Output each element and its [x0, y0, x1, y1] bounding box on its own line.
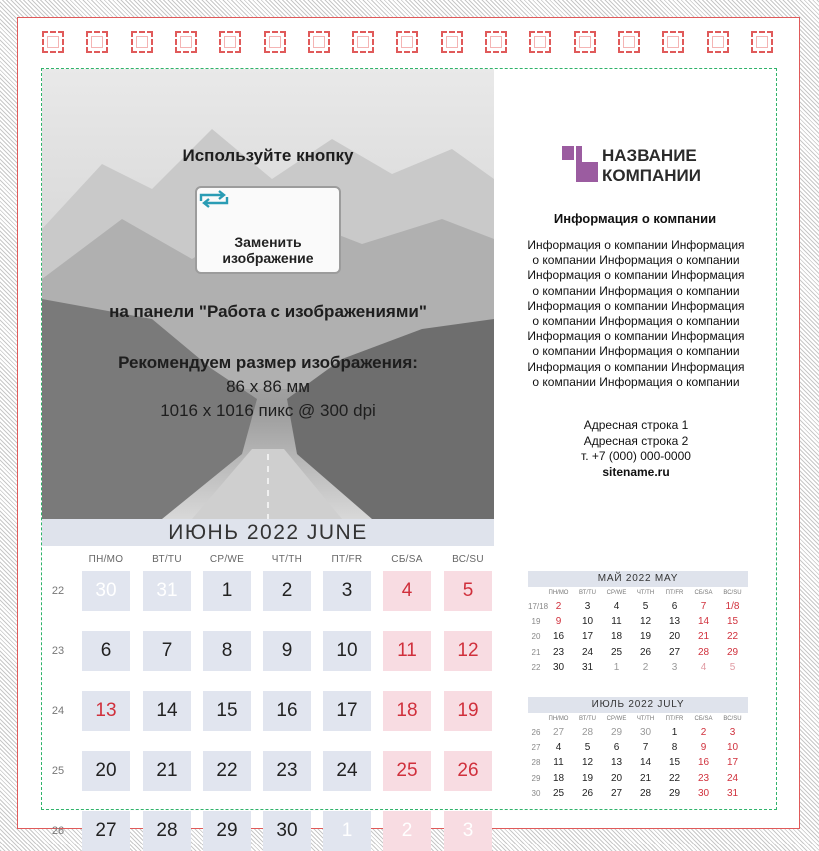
- day-header: ЧТ/TH: [271, 554, 303, 565]
- replace-arrows-icon: [197, 188, 231, 210]
- mini-day-header: ЧТ/TH: [636, 716, 655, 722]
- mini-day: 27: [668, 646, 681, 658]
- mini-day: 30: [552, 661, 565, 673]
- day-cell: 21: [143, 751, 191, 791]
- mini-day: 29: [726, 646, 739, 658]
- day-cell: 7: [143, 631, 191, 671]
- replace-image-button[interactable]: [195, 186, 341, 274]
- week-number: 22: [51, 585, 65, 597]
- mini-day-header: ВС/SU: [723, 716, 742, 722]
- day-header: СР/WE: [209, 554, 245, 565]
- company-info-line: Информация о компании Информация: [527, 238, 745, 252]
- day-cell: 1: [203, 571, 251, 611]
- mini-week-number: 27: [531, 743, 541, 753]
- mini-week-number: 19: [531, 617, 541, 627]
- mini-day: 28: [697, 646, 710, 658]
- mini-week-number: 29: [531, 773, 541, 783]
- week-number: 26: [51, 825, 65, 837]
- day-cell: 24: [323, 751, 371, 791]
- mini-day-header: ПН/MO: [548, 590, 569, 596]
- day-cell: 25: [383, 751, 431, 791]
- mini-day: 15: [668, 757, 681, 769]
- day-cell: 2: [263, 571, 311, 611]
- mini-day: 13: [610, 757, 623, 769]
- day-cell: 19: [444, 691, 492, 731]
- company-info-text: [505, 238, 767, 390]
- binding-hole: [264, 31, 286, 53]
- mini-day: 17: [726, 757, 739, 769]
- company-info-line: Информация о компании Информация: [527, 268, 745, 283]
- company-info-line: о компании Информация о компании: [532, 344, 740, 359]
- mini-day: 3: [584, 601, 591, 612]
- mini-day: 20: [668, 631, 681, 643]
- day-cell: 27: [82, 811, 130, 851]
- main-month-header: [42, 519, 494, 546]
- day-cell: 6: [82, 631, 130, 671]
- mini-week-number: 22: [531, 662, 541, 672]
- mini-day: 4: [700, 661, 707, 673]
- placeholder-line-2: на панели "Работа с изображениями": [109, 302, 427, 321]
- address-line-1: Адресная строка 1: [583, 418, 689, 432]
- mini-day: 3: [671, 661, 678, 673]
- week-number: 23: [51, 645, 65, 657]
- mini-day: 6: [613, 742, 620, 754]
- mini-month-title: ИЮЛЬ 2022 JULY: [528, 697, 748, 713]
- mini-week-number: 26: [531, 728, 541, 737]
- binding-hole: [86, 31, 108, 53]
- mini-week-number: 17/18: [528, 602, 549, 611]
- mini-day-header: СБ/SA: [694, 716, 713, 722]
- mini-day: 30: [697, 787, 710, 799]
- placeholder-line-1: Используйте кнопку: [182, 146, 354, 165]
- mini-day: 31: [581, 661, 594, 673]
- day-cell: 22: [203, 751, 251, 791]
- button-label-line-2: изображение: [222, 250, 314, 266]
- mini-day: 17: [581, 631, 594, 643]
- binding-hole: [42, 31, 64, 53]
- company-info-line: Информация о компании Информация: [527, 359, 745, 374]
- mini-day: 11: [553, 757, 564, 769]
- mini-day: 20: [610, 772, 623, 784]
- day-cell: 13: [82, 691, 130, 731]
- mini-day-header: СР/WE: [606, 590, 627, 596]
- mini-day: 1: [671, 727, 678, 738]
- company-name-line-2: КОМПАНИИ: [602, 166, 701, 185]
- mini-day: 15: [726, 616, 739, 628]
- binding-hole: [662, 31, 684, 53]
- mini-week-number: 28: [531, 758, 541, 768]
- binding-hole: [574, 31, 596, 53]
- phone: т. +7 (000) 000-0000: [581, 449, 691, 463]
- mini-week-number: 20: [531, 632, 541, 642]
- mini-day: 21: [697, 631, 710, 643]
- company-logo-icon: [562, 146, 598, 182]
- mini-day: 26: [639, 646, 652, 658]
- mini-day: 4: [613, 601, 620, 612]
- mini-day: 13: [668, 616, 681, 628]
- binding-hole: [396, 31, 418, 53]
- mini-day: 4: [555, 742, 562, 754]
- mini-day: 6: [671, 601, 678, 612]
- mini-day: 12: [639, 616, 652, 628]
- mini-day: 5: [642, 601, 649, 612]
- binding-hole: [707, 31, 729, 53]
- day-header: ВТ/TU: [152, 554, 182, 565]
- mini-day: 24: [726, 772, 739, 784]
- mini-day: 1/8: [725, 601, 740, 612]
- mini-day: 8: [671, 742, 678, 754]
- mini-day: 2: [700, 727, 707, 738]
- mini-day: 16: [697, 757, 710, 769]
- week-number: 24: [51, 705, 65, 717]
- mini-day: 28: [639, 787, 652, 799]
- binding-hole: [352, 31, 374, 53]
- day-cell: 1: [323, 811, 371, 851]
- mountain-road-image: [42, 69, 494, 519]
- mini-day: 25: [610, 646, 623, 658]
- placeholder-line-5: 1016 x 1016 пикс @ 300 dpi: [160, 401, 376, 420]
- mini-day: 23: [552, 646, 565, 658]
- mini-day-header: ВТ/TU: [579, 716, 596, 722]
- mini-day: 26: [581, 787, 594, 799]
- day-cell: 20: [82, 751, 130, 791]
- button-label-line-1: Заменить: [234, 234, 302, 250]
- company-info-line: о компании Информация о компании: [532, 283, 740, 298]
- placeholder-line-4: 86 x 86 мм: [226, 377, 310, 396]
- mini-day: 16: [552, 631, 565, 643]
- day-cell: 17: [323, 691, 371, 731]
- binding-hole: [618, 31, 640, 53]
- mini-day: 19: [639, 631, 652, 643]
- placeholder-line-3: Рекомендуем размер изображения:: [118, 353, 418, 372]
- mini-day: 24: [581, 646, 594, 658]
- mini-day: 29: [668, 787, 681, 799]
- day-cell: 3: [444, 811, 492, 851]
- day-cell: 26: [444, 751, 492, 791]
- mini-day: 25: [552, 787, 565, 799]
- mini-day: 12: [581, 757, 594, 769]
- day-cell: 28: [143, 811, 191, 851]
- image-placeholder[interactable]: [42, 69, 494, 519]
- company-info-title: Информация о компании: [553, 211, 717, 226]
- day-cell: 9: [263, 631, 311, 671]
- mini-day: 27: [610, 787, 623, 799]
- company-name-line-1: НАЗВАНИЕ: [602, 146, 697, 165]
- company-info-line: Информация о компании Информация: [527, 298, 745, 313]
- mini-day: 7: [642, 742, 649, 754]
- mini-day-header: ВС/SU: [723, 590, 742, 596]
- mini-day: 30: [639, 727, 652, 738]
- mini-month-title: МАЙ 2022 MAY: [528, 571, 748, 587]
- mini-day: 14: [639, 757, 652, 769]
- binding-hole: [131, 31, 153, 53]
- day-cell: 30: [82, 571, 130, 611]
- mini-day: 28: [581, 727, 594, 738]
- day-cell: 2: [383, 811, 431, 851]
- mini-day: 18: [610, 631, 623, 643]
- mini-day: 11: [611, 616, 622, 628]
- mini-day: 2: [555, 601, 562, 612]
- binding-hole: [751, 31, 773, 53]
- day-cell: 3: [323, 571, 371, 611]
- day-cell: 8: [203, 631, 251, 671]
- mini-day: 29: [610, 727, 623, 738]
- mini-day-header: ВТ/TU: [579, 590, 596, 596]
- mini-day: 31: [726, 787, 739, 799]
- day-header: ПН/MO: [88, 554, 124, 565]
- day-cell: 16: [263, 691, 311, 731]
- day-cell: 14: [143, 691, 191, 731]
- replace-image-label: [197, 234, 339, 266]
- day-cell: 23: [263, 751, 311, 791]
- mini-day: 3: [729, 727, 736, 738]
- mini-day-header: ПН/MO: [548, 716, 569, 722]
- binding-hole: [175, 31, 197, 53]
- day-cell: 5: [444, 571, 492, 611]
- mini-week-number: 21: [531, 647, 541, 657]
- website: sitename.ru: [602, 464, 670, 479]
- mini-day: 21: [639, 772, 652, 784]
- address-line-2: Адресная строка 2: [583, 433, 689, 448]
- mini-day: 22: [726, 631, 739, 643]
- mini-day: 5: [584, 742, 591, 754]
- day-cell: 18: [383, 691, 431, 731]
- mini-day-header: ПТ/FR: [665, 716, 684, 722]
- day-cell: 11: [383, 631, 431, 671]
- company-info-line: о компании Информация о компании: [532, 253, 740, 268]
- company-info-line: Информация о компании Информация: [527, 329, 745, 344]
- binding-hole: [219, 31, 241, 53]
- day-cell: 30: [263, 811, 311, 851]
- day-cell: 31: [143, 571, 191, 611]
- binding-hole: [485, 31, 507, 53]
- day-cell: 4: [383, 571, 431, 611]
- mini-day: 1: [613, 661, 620, 673]
- binding-hole: [308, 31, 330, 53]
- mini-day: 18: [552, 772, 565, 784]
- day-header: СБ/SA: [391, 554, 423, 565]
- main-month-title: ИЮНЬ 2022 JUNE: [168, 521, 368, 544]
- company-info-line: о компании Информация о компании: [532, 374, 740, 389]
- day-cell: 15: [203, 691, 251, 731]
- day-cell: 12: [444, 631, 492, 671]
- mini-day: 10: [726, 742, 739, 754]
- binding-hole: [441, 31, 463, 53]
- mini-day: 27: [552, 727, 565, 738]
- mini-day: 9: [555, 616, 562, 628]
- company-name: [602, 146, 701, 186]
- company-address: [505, 418, 767, 480]
- mini-day: 2: [642, 661, 649, 673]
- mini-week-number: 30: [531, 788, 541, 798]
- mini-day-header: СБ/SA: [694, 590, 713, 596]
- binding-hole: [529, 31, 551, 53]
- day-header: ПТ/FR: [331, 554, 363, 565]
- company-info-line: о компании Информация о компании: [532, 314, 740, 329]
- mini-day: 19: [581, 772, 594, 784]
- mini-day-header: ЧТ/TH: [636, 590, 655, 596]
- mini-day: 23: [697, 772, 710, 784]
- mini-day: 9: [700, 742, 707, 754]
- mini-day: 10: [581, 616, 594, 628]
- mini-day: 22: [668, 772, 681, 784]
- mini-day: 5: [729, 661, 736, 673]
- day-cell: 29: [203, 811, 251, 851]
- mini-day: 14: [697, 616, 710, 628]
- day-cell: 10: [323, 631, 371, 671]
- mini-day-header: ПТ/FR: [665, 590, 684, 596]
- day-header: ВС/SU: [452, 554, 484, 565]
- mini-day-header: СР/WE: [606, 716, 627, 722]
- week-number: 25: [51, 765, 65, 777]
- mini-day: 7: [700, 601, 707, 612]
